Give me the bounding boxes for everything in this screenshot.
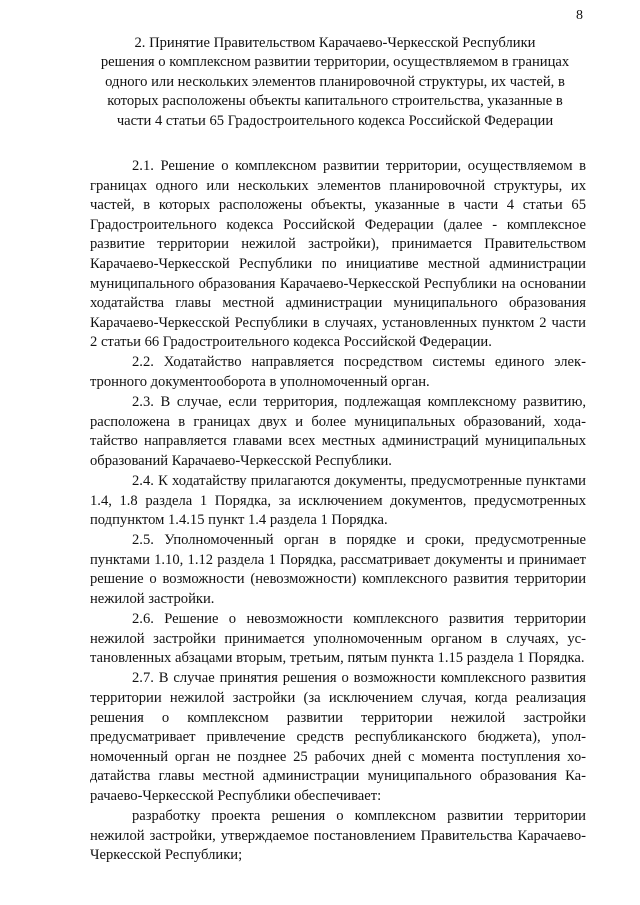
paragraph-2-5: 2.5. Уполномоченный орган в порядке и сроки, предусмотренные пунктами 1.10, 1.12 раздела 1 Порядка, рассматривает документы и принимает решение о возможности (невозможности) комплексного развития территории нежилой застройки. [90, 532, 586, 608]
heading-line: которых расположены объекты капитального строительства, указанные в [107, 93, 563, 110]
paragraph-2-7-item: разработку проекта решения о комплексном развитии территории нежилой застройки, утверждаемое постановлением Правительства Карачаево-Черкесской Республики; [90, 808, 586, 864]
heading-line: 2. Принятие Правительством Карачаево-Черкесской Республики [134, 35, 536, 51]
heading-line: одного или нескольких элементов планировочной структуры, их частей, в [105, 73, 565, 90]
document-body [90, 157, 586, 866]
paragraph-2-7: 2.7. В случае принятия решения о возможности комплексного развития территории нежилой застройки (за исключением случая, когда реализация решения о комплексном развитии территории нежилой застройки предусматривает привлечение средств республиканского бюджета), уполномоченный орган не позднее 25 рабочих дней с момента поступления ходатайства главы местной администрации муниципального образования Карачаево-Черкесской Республики обеспечивает: [90, 670, 586, 804]
page-number: 8 [576, 8, 583, 23]
paragraph-2-2: 2.2. Ходатайство направляется посредством системы единого электронного документооборота в уполномоченный орган. [90, 354, 586, 391]
section-heading [90, 34, 580, 131]
paragraph-2-1: 2.1. Решение о комплексном развитии территории, осуществляемом в границах одного или нескольких элементов планировочной структуры, их частей, в которых расположены объекты, указанные в части 4 статьи 65 Градостроительного кодекса Российской Федерации (далее - комплексное развитие территории нежилой застройки), принимается Правительством Карачаево-Черкесской Республики по инициативе местной администрации муниципального образования Карачаево-Черкесской Республики на основании ходатайства главы местной администрации муниципального образования Карачаево-Черкесской Республики в случаях, установленных пунктом 2 части 2 статьи 66 Градостроительного кодекса Российской Федерации. [90, 158, 586, 351]
paragraph-2-6: 2.6. Решение о невозможности комплексного развития территории нежилой застройки принимается уполномоченным органом в случаях, установленных абзацами вторым, третьим, пятым пункта 1.15 раздела 1 Порядка. [90, 611, 586, 667]
paragraph-2-3: 2.3. В случае, если территория, подлежащая комплексному развитию, расположена в границах двух и более муниципальных образований, ходатайство направляется главами всех местных администраций муниципальных образований Карачаево-Черкесской Республики. [90, 394, 586, 469]
heading-line: решения о комплексном развитии территории, осуществляемом в границах [100, 54, 570, 71]
heading-line: части 4 статьи 65 Градостроительного кодекса Российской Федерации [116, 112, 554, 129]
paragraph-2-4: 2.4. К ходатайству прилагаются документы, предусмотренные пунктами 1.4, 1.8 раздела 1 Порядка, за исключением документов, предусмотренных подпунктом 1.4.15 пункт 1.4 раздела 1 Порядка. [90, 473, 586, 529]
